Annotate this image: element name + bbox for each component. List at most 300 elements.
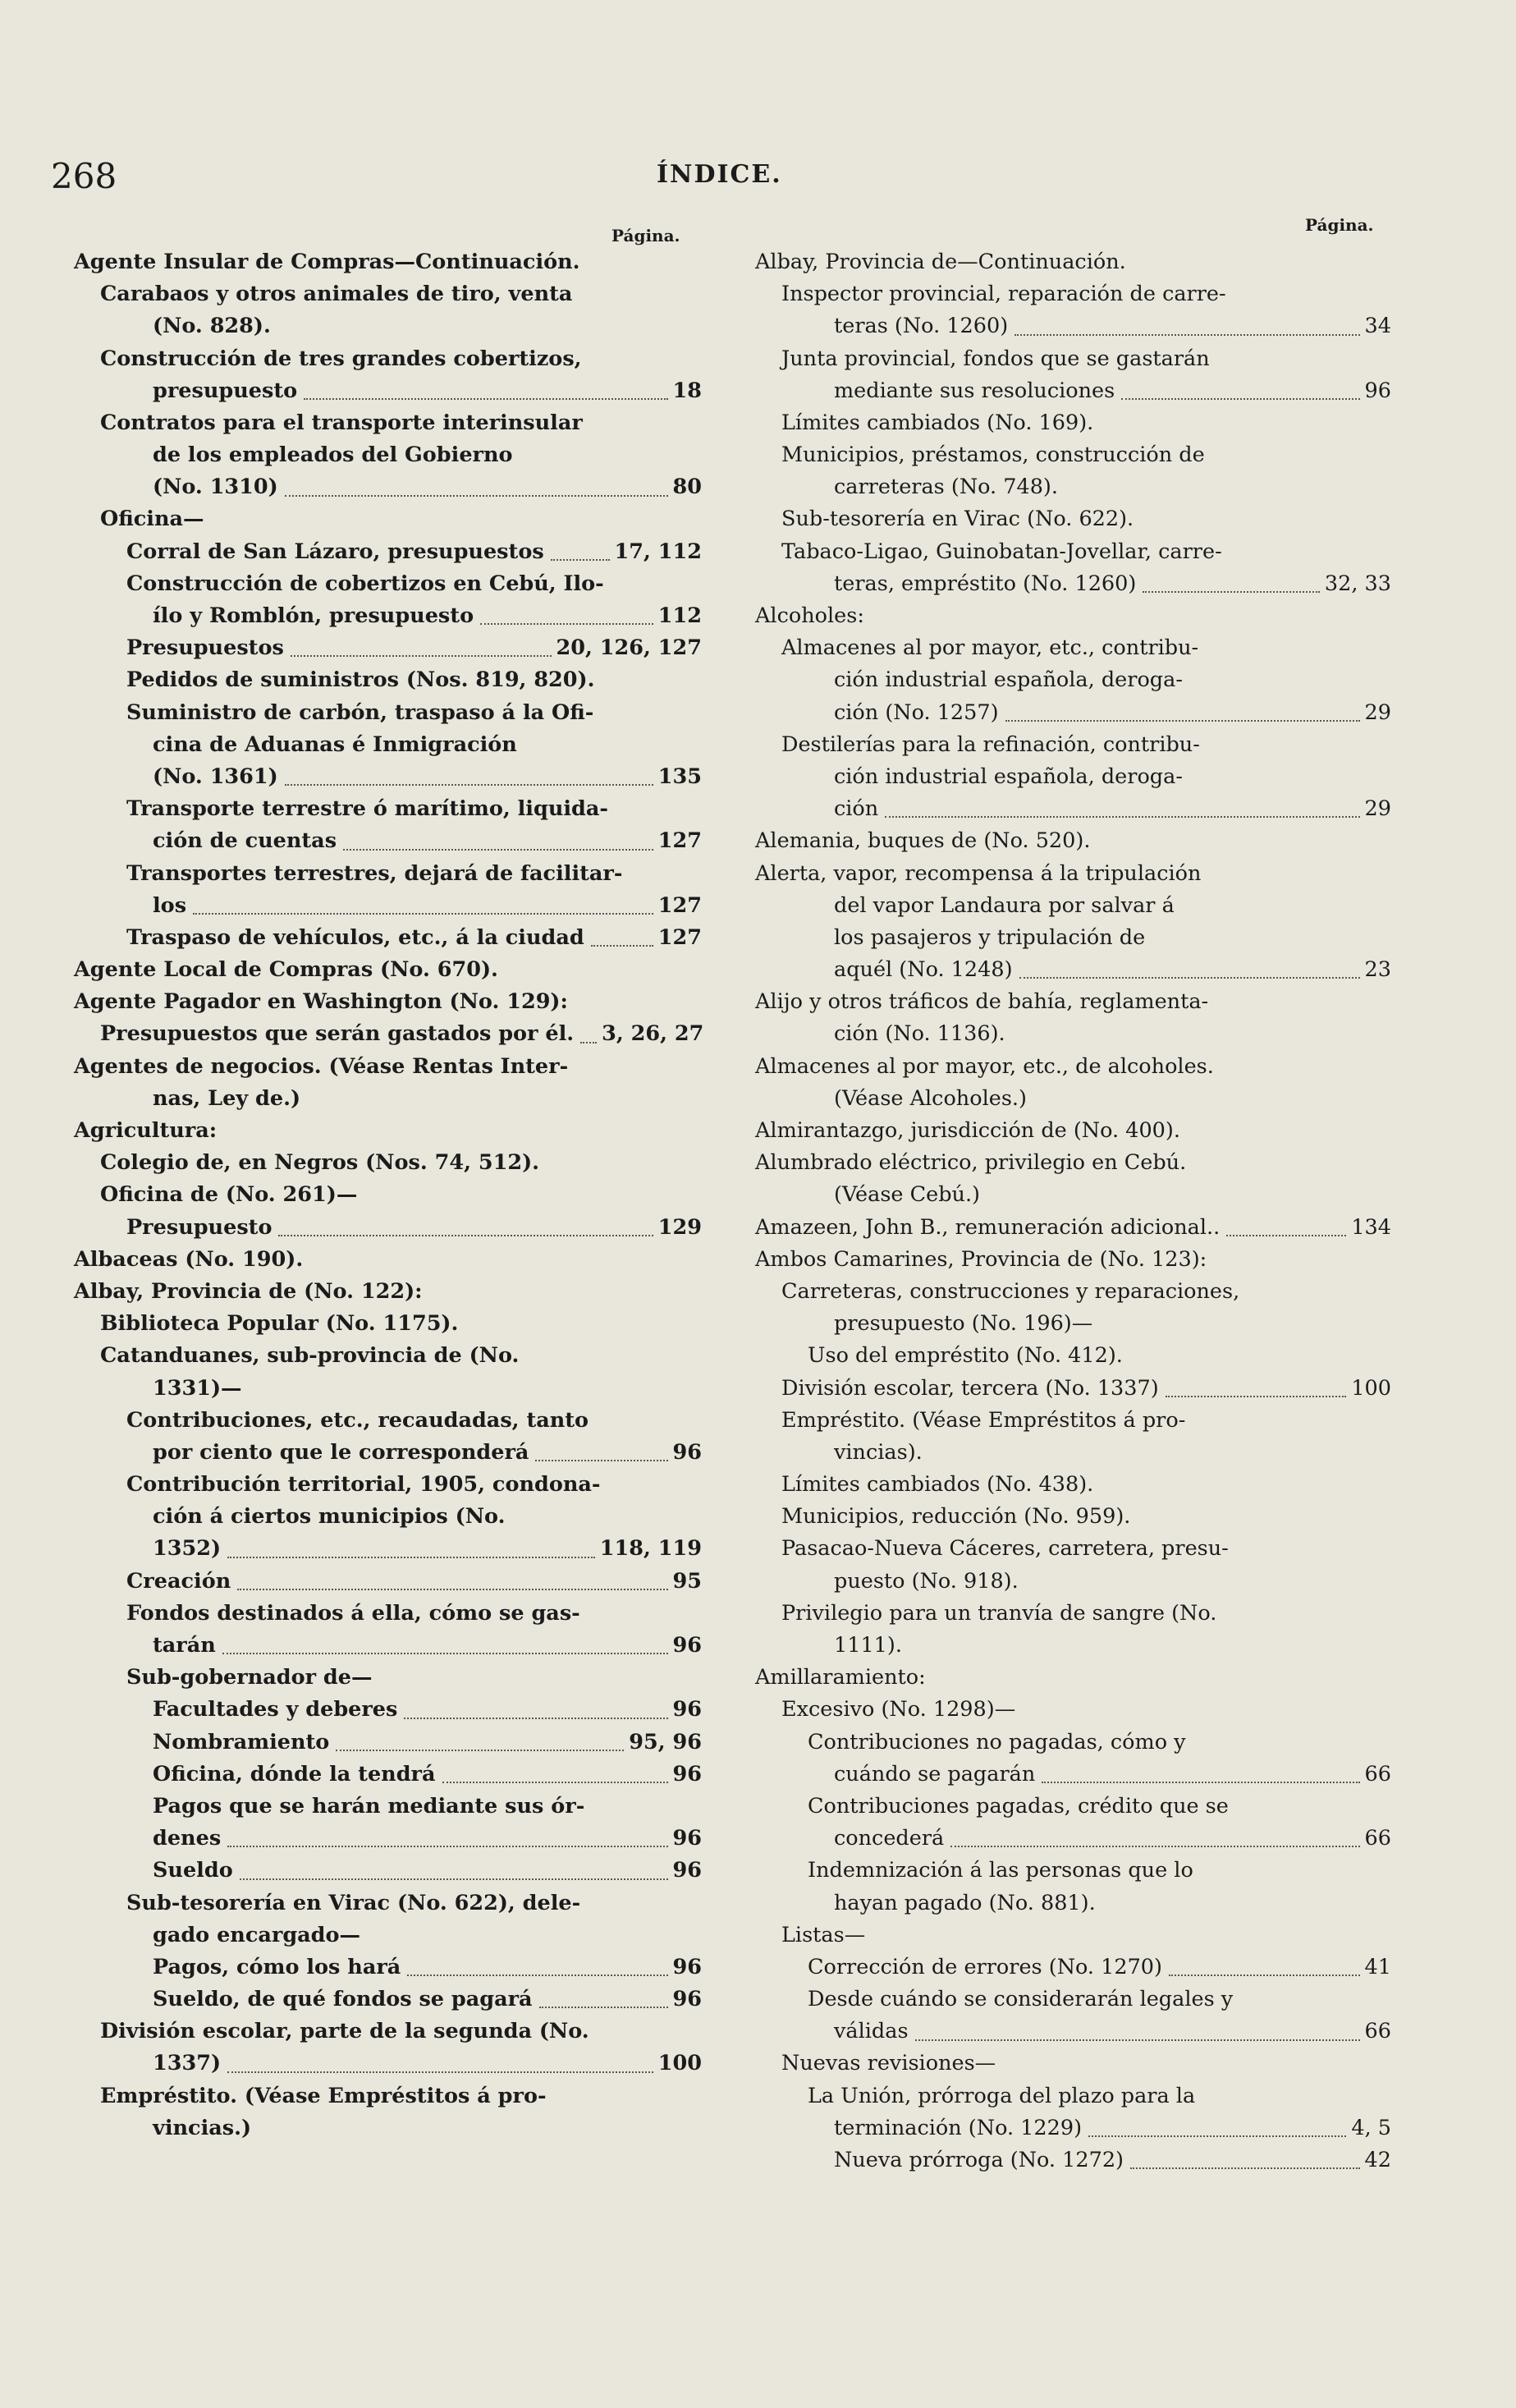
entry-text: ílo y Romblón, presupuesto [153, 603, 474, 629]
entry-text: cuándo se pagarán [834, 1761, 1036, 1787]
index-entry [74, 2016, 702, 2048]
index-entry [755, 922, 1391, 954]
entry-page-ref: 96 [672, 1697, 702, 1722]
entry-text: Presupuesto [126, 1214, 273, 1240]
entry-text: Almacenes al por mayor, etc., de alcoholes. [755, 1053, 1214, 1079]
index-entry [74, 858, 702, 890]
index-entry [74, 1630, 702, 1662]
index-entry [755, 600, 1391, 632]
index-entry [74, 1984, 702, 2016]
index-entry [74, 1469, 702, 1501]
entry-text: ción de cuentas [153, 828, 337, 854]
entry-text: Facultades y deberes [153, 1697, 398, 1722]
entry-page-ref: 127 [657, 892, 702, 918]
entry-text: Municipios, préstamos, construcción de [781, 443, 1205, 468]
index-entry [74, 632, 702, 664]
entry-text: Contribuciones, etc., recaudadas, tanto [126, 1407, 589, 1433]
dot-leader [480, 623, 653, 625]
index-entry [74, 1727, 702, 1759]
index-entry [755, 439, 1391, 471]
dot-leader [1169, 1975, 1360, 1976]
index-entry [755, 1727, 1391, 1759]
entry-text: vincias). [834, 1439, 923, 1465]
dot-leader [304, 398, 667, 400]
entry-text: Pedidos de suministros (Nos. 819, 820). [126, 667, 595, 693]
dot-leader [343, 849, 653, 851]
entry-page-ref: 100 [657, 2051, 702, 2076]
dot-leader [404, 1718, 667, 1719]
index-entry [74, 986, 702, 1018]
index-entry [74, 1437, 702, 1469]
entry-page-ref: 66 [1364, 1761, 1391, 1787]
entry-text: Pasacao-Nueva Cáceres, carretera, presu- [781, 1536, 1229, 1562]
entry-text: presupuesto (No. 196)— [834, 1311, 1093, 1337]
entry-text: La Unión, prórroga del plazo para la [808, 2083, 1196, 2108]
index-entry [74, 1308, 702, 1340]
entry-text: ción industrial española, deroga- [834, 764, 1183, 789]
entry-text: Suministro de carbón, traspaso á la Ofi- [126, 699, 594, 725]
index-entry [755, 1920, 1391, 1952]
index-entry [755, 1566, 1391, 1598]
entry-text: 1111). [834, 1633, 902, 1658]
entry-text: Junta provincial, fondos que se gastarán [781, 346, 1210, 371]
entry-text: vincias.) [153, 2115, 252, 2140]
index-entry [74, 1855, 702, 1887]
entry-text: Transporte terrestre ó marítimo, liquida- [126, 796, 608, 822]
entry-text: Pagos, cómo los hará [153, 1954, 401, 1979]
entry-text: Almirantazgo, jurisdicción de (No. 400). [755, 1118, 1180, 1144]
index-entry [74, 1694, 702, 1726]
entry-text: 1352) [153, 1536, 222, 1562]
entry-text: Transportes terrestres, dejará de facilitar- [126, 860, 623, 886]
entry-text: del vapor Landaura por salvar á [834, 892, 1175, 918]
index-entry [755, 986, 1391, 1018]
index-entry [755, 2080, 1391, 2112]
dot-leader [1088, 2135, 1346, 2137]
entry-text: (Véase Cebú.) [834, 1182, 981, 1208]
index-entry [74, 1920, 702, 1952]
index-entry [755, 471, 1391, 503]
index-entry [74, 1212, 702, 1244]
entry-text: concederá [834, 1826, 945, 1851]
dot-leader [291, 655, 552, 657]
entry-text: de los empleados del Gobierno [153, 443, 513, 468]
index-entry [74, 1340, 702, 1372]
index-entry [755, 343, 1391, 375]
index-entry [74, 1823, 702, 1855]
entry-page-ref: 18 [672, 378, 702, 403]
entry-text: Agricultura: [74, 1118, 218, 1144]
entry-page-ref: 100 [1351, 1375, 1391, 1401]
entry-page-ref: 112 [657, 603, 702, 629]
entry-text: Creación [126, 1568, 231, 1594]
entry-page-ref: 127 [657, 828, 702, 854]
index-entry [755, 1179, 1391, 1211]
index-entry [74, 825, 702, 857]
entry-text: Contribuciones no pagadas, cómo y [808, 1729, 1186, 1754]
index-entry [74, 1244, 702, 1276]
entry-page-ref: 34 [1364, 314, 1391, 339]
entry-text: terminación (No. 1229) [834, 2115, 1083, 2140]
index-entry [755, 246, 1391, 278]
entry-text: Empréstito. (Véase Empréstitos á pro- [781, 1407, 1186, 1433]
entry-text: Nueva prórroga (No. 1272) [834, 2148, 1124, 2173]
entry-text: Fondos destinados á ella, cómo se gas- [126, 1600, 580, 1626]
index-entry [755, 1115, 1391, 1147]
entry-page-ref: 96 [672, 1987, 702, 2012]
page-title: ÍNDICE. [657, 160, 782, 189]
entry-text: Agentes de negocios. (Véase Rentas Inter- [74, 1053, 569, 1079]
index-entry [74, 1791, 702, 1823]
entry-text: Ambos Camarines, Provincia de (No. 123): [755, 1246, 1207, 1272]
index-entry [74, 471, 702, 503]
left-column-heading: Página. [611, 226, 680, 245]
entry-page-ref: 135 [657, 764, 702, 789]
index-entry [755, 1340, 1391, 1372]
dot-leader [336, 1750, 624, 1751]
index-entry [755, 1405, 1391, 1437]
index-entry [74, 1115, 702, 1147]
entry-text: (No. 828). [153, 314, 271, 339]
entry-text: Carabaos y otros animales de tiro, venta [100, 282, 573, 307]
entry-text: Oficina de (No. 261)— [100, 1182, 358, 1208]
entry-text: Agente Insular de Compras—Continuación. [74, 249, 580, 274]
index-entry [755, 1437, 1391, 1469]
index-entry [755, 1501, 1391, 1533]
entry-text: Carreteras, construcciones y reparaciones, [781, 1278, 1240, 1304]
index-entry [755, 1019, 1391, 1051]
entry-text: Almacenes al por mayor, etc., contribu- [781, 635, 1199, 661]
entry-text: Listas— [781, 1922, 866, 1947]
dot-leader [1226, 1235, 1346, 1236]
index-entry [74, 1759, 702, 1791]
index-entry [74, 600, 702, 632]
entry-page-ref: 96 [672, 1858, 702, 1883]
entry-text: Privilegio para un tranvía de sangre (No. [781, 1600, 1217, 1626]
entry-text: por ciento que le corresponderá [153, 1439, 529, 1465]
index-entry [74, 1598, 702, 1630]
entry-page-ref: 96 [672, 1439, 702, 1465]
right-index-column [755, 246, 1391, 2176]
index-entry [74, 954, 702, 986]
entry-text: Oficina, dónde la tendrá [153, 1761, 436, 1787]
entry-text: Nuevas revisiones— [781, 2051, 996, 2076]
index-entry [755, 2112, 1391, 2144]
dot-leader [950, 1846, 1359, 1847]
left-index-column [74, 246, 702, 2144]
entry-text: nas, Ley de.) [153, 1085, 301, 1111]
entry-page-ref: 66 [1364, 1826, 1391, 1851]
index-entry [74, 1566, 702, 1598]
index-entry [755, 2016, 1391, 2048]
index-entry [755, 2048, 1391, 2080]
index-entry [755, 632, 1391, 664]
entry-text: presupuesto [153, 378, 298, 403]
dot-leader [885, 816, 1359, 818]
entry-text: Tabaco-Ligao, Guinobatan-Jovellar, carre- [781, 539, 1222, 564]
index-entry [755, 1823, 1391, 1855]
index-entry [74, 439, 702, 471]
index-entry [74, 697, 702, 729]
entry-page-ref: 95, 96 [629, 1729, 702, 1754]
entry-text: Albay, Provincia de—Continuación. [755, 249, 1126, 274]
entry-page-ref: 96 [1364, 378, 1391, 403]
entry-text: Amillaramiento: [755, 1665, 926, 1690]
entry-text: ción á ciertos municipios (No. [153, 1504, 506, 1530]
entry-text: Presupuestos [126, 635, 284, 661]
dot-leader [535, 1460, 667, 1461]
entry-text: Sub-gobernador de— [126, 1665, 373, 1690]
index-entry [755, 1855, 1391, 1887]
index-entry [74, 2112, 702, 2144]
page-number: 268 [51, 156, 117, 196]
entry-text: Sub-tesorería en Virac (No. 622). [781, 507, 1134, 532]
dot-leader [227, 1557, 595, 1558]
dot-leader [1121, 398, 1359, 400]
index-entry [74, 310, 702, 342]
index-entry [755, 729, 1391, 761]
entry-page-ref: 3, 26, 27 [602, 1021, 704, 1047]
index-entry [755, 1147, 1391, 1179]
entry-text: Albaceas (No. 190). [74, 1246, 304, 1272]
index-entry [755, 504, 1391, 536]
index-entry [755, 1083, 1391, 1115]
entry-text: Albay, Provincia de (No. 122): [74, 1278, 423, 1304]
entry-text: (No. 1310) [153, 475, 278, 500]
dot-leader [227, 2071, 653, 2073]
entry-text: Agente Pagador en Washington (No. 129): [74, 989, 568, 1015]
index-entry [74, 1952, 702, 1984]
index-entry [755, 697, 1391, 729]
index-entry [755, 890, 1391, 922]
index-entry [74, 1405, 702, 1437]
index-entry [74, 1534, 702, 1566]
dot-leader [915, 2039, 1360, 2041]
dot-leader [1005, 720, 1360, 722]
entry-text: teras, empréstito (No. 1260) [834, 571, 1137, 596]
index-entry [755, 1373, 1391, 1405]
index-entry [74, 1887, 702, 1920]
dot-leader [580, 1042, 597, 1043]
index-entry [755, 825, 1391, 857]
entry-page-ref: 80 [672, 475, 702, 500]
entry-text: Amazeen, John B., remuneración adicional.. [755, 1214, 1221, 1240]
entry-text: Alcoholes: [755, 603, 864, 629]
entry-text: Construcción de cobertizos en Cebú, Ilo- [126, 571, 604, 596]
entry-text: hayan pagado (No. 881). [834, 1890, 1096, 1915]
entry-text: Corral de San Lázaro, presupuestos [126, 539, 544, 564]
entry-text: Límites cambiados (No. 169). [781, 410, 1094, 435]
dot-leader [551, 559, 610, 561]
entry-text: (No. 1361) [153, 764, 278, 789]
index-entry [755, 664, 1391, 696]
entry-page-ref: 118, 119 [599, 1536, 702, 1562]
entry-page-ref: 96 [672, 1633, 702, 1658]
index-entry [74, 568, 702, 600]
index-entry [755, 1630, 1391, 1662]
index-entry [74, 536, 702, 568]
entry-text: Construcción de tres grandes cobertizos, [100, 346, 582, 371]
index-entry [74, 278, 702, 310]
entry-text: Contratos para el transporte interinsular [100, 410, 583, 435]
dot-leader [1166, 1396, 1347, 1397]
index-entry [755, 1212, 1391, 1244]
index-entry [755, 1662, 1391, 1694]
entry-text: Nombramiento [153, 1729, 330, 1754]
index-entry [74, 1662, 702, 1694]
dot-leader [407, 1975, 667, 1976]
entry-page-ref: 127 [657, 924, 702, 950]
index-entry [755, 536, 1391, 568]
entry-text: ción [834, 796, 879, 822]
index-entry [74, 890, 702, 922]
index-entry [74, 729, 702, 761]
index-entry [755, 2144, 1391, 2176]
entry-text: Contribuciones pagadas, crédito que se [808, 1793, 1229, 1819]
entry-page-ref: 41 [1364, 1954, 1391, 1979]
entry-text: Agente Local de Compras (No. 670). [74, 957, 498, 983]
index-entry [74, 1179, 702, 1211]
index-entry [74, 1501, 702, 1533]
entry-text: gado encargado— [153, 1922, 361, 1947]
entry-text: Pagos que se harán mediante sus ór- [153, 1793, 585, 1819]
index-entry [755, 761, 1391, 793]
index-entry [74, 664, 702, 696]
entry-text: válidas [834, 2019, 909, 2044]
index-entry [755, 568, 1391, 600]
entry-page-ref: 29 [1364, 796, 1391, 822]
entry-text: denes [153, 1826, 222, 1851]
index-entry [74, 343, 702, 375]
index-entry [755, 1952, 1391, 1984]
entry-text: Catanduanes, sub-provincia de (No. [100, 1343, 520, 1369]
index-entry [755, 1534, 1391, 1566]
dot-leader [1143, 591, 1320, 593]
dot-leader [1014, 334, 1359, 336]
index-entry [74, 246, 702, 278]
entry-text: Colegio de, en Negros (Nos. 74, 512). [100, 1150, 540, 1176]
index-entry [755, 1791, 1391, 1823]
index-entry [74, 2048, 702, 2080]
entry-text: Sueldo, de qué fondos se pagará [153, 1987, 533, 2012]
index-entry [755, 278, 1391, 310]
entry-text: Indemnización á las personas que lo [808, 1858, 1193, 1883]
index-entry [755, 1469, 1391, 1501]
entry-text: Oficina— [100, 507, 204, 532]
entry-text: Presupuestos que serán gastados por él. [100, 1021, 575, 1047]
entry-text: Sueldo [153, 1858, 233, 1883]
index-entry [755, 954, 1391, 986]
entry-text: Biblioteca Popular (No. 1175). [100, 1311, 459, 1337]
entry-page-ref: 66 [1364, 2019, 1391, 2044]
entry-text: Traspaso de vehículos, etc., á la ciudad [126, 924, 584, 950]
index-entry [755, 1759, 1391, 1791]
index-entry [755, 1984, 1391, 2016]
index-entry [74, 922, 702, 954]
entry-text: Empréstito. (Véase Empréstitos á pro- [100, 2083, 547, 2108]
entry-text: los [153, 892, 187, 918]
entry-page-ref: 29 [1364, 699, 1391, 725]
index-entry [755, 1598, 1391, 1630]
entry-page-ref: 20, 126, 127 [556, 635, 702, 661]
entry-text: cina de Aduanas é Inmigración [153, 732, 517, 757]
index-entry [755, 1887, 1391, 1920]
entry-text: Alemania, buques de (No. 520). [755, 828, 1091, 854]
entry-text: Uso del empréstito (No. 412). [808, 1343, 1123, 1369]
entry-page-ref: 95 [672, 1568, 702, 1594]
index-entry [755, 1051, 1391, 1083]
index-entry [755, 407, 1391, 439]
entry-text: 1337) [153, 2051, 222, 2076]
entry-page-ref: 96 [672, 1826, 702, 1851]
entry-text: Alumbrado eléctrico, privilegio en Cebú. [755, 1150, 1187, 1176]
index-entry [74, 1276, 702, 1308]
index-entry [74, 407, 702, 439]
right-column-heading: Página. [1305, 215, 1374, 235]
index-entry [755, 1308, 1391, 1340]
index-entry [74, 504, 702, 536]
entry-page-ref: 96 [672, 1954, 702, 1979]
entry-text: ción (No. 1136). [834, 1021, 1005, 1047]
dot-leader [1019, 977, 1360, 979]
entry-text: ción industrial española, deroga- [834, 667, 1183, 693]
index-entry [755, 858, 1391, 890]
dot-leader [1130, 2167, 1360, 2169]
dot-leader [285, 495, 668, 497]
dot-leader [240, 1878, 668, 1880]
index-entry [74, 2080, 702, 2112]
entry-page-ref: 4, 5 [1351, 2115, 1391, 2140]
index-entry [74, 1147, 702, 1179]
entry-text: ción (No. 1257) [834, 699, 999, 725]
entry-text: (Véase Alcoholes.) [834, 1085, 1027, 1111]
entry-text: Límites cambiados (No. 438). [781, 1472, 1094, 1498]
entry-text: puesto (No. 918). [834, 1568, 1019, 1594]
entry-text: Municipios, reducción (No. 959). [781, 1504, 1131, 1530]
entry-text: tarán [153, 1633, 216, 1658]
index-entry [74, 1019, 702, 1051]
index-entry [755, 1694, 1391, 1726]
entry-text: Desde cuándo se considerarán legales y [808, 1987, 1234, 2012]
index-entry [74, 1083, 702, 1115]
entry-text: 1331)— [153, 1375, 242, 1401]
index-entry [755, 793, 1391, 825]
index-entry [755, 310, 1391, 342]
entry-page-ref: 96 [672, 1761, 702, 1787]
dot-leader [193, 913, 653, 915]
entry-page-ref: 42 [1364, 2148, 1391, 2173]
entry-text: Alerta, vapor, recompensa á la tripulación [755, 860, 1202, 886]
entry-text: División escolar, tercera (No. 1337) [781, 1375, 1159, 1401]
entry-page-ref: 23 [1364, 957, 1391, 983]
dot-leader [442, 1782, 668, 1783]
entry-text: Contribución territorial, 1905, condona- [126, 1472, 601, 1498]
index-entry [755, 1276, 1391, 1308]
index-entry [74, 761, 702, 793]
index-entry [74, 1373, 702, 1405]
entry-text: Alijo y otros tráficos de bahía, reglamenta- [755, 989, 1209, 1015]
dot-leader [237, 1589, 667, 1590]
entry-text: Excesivo (No. 1298)— [781, 1697, 1016, 1722]
entry-text: aquél (No. 1248) [834, 957, 1013, 983]
dot-leader [591, 945, 653, 947]
entry-text: carreteras (No. 748). [834, 475, 1058, 500]
entry-text: Inspector provincial, reparación de carre- [781, 282, 1226, 307]
dot-leader [227, 1846, 667, 1847]
entry-page-ref: 17, 112 [614, 539, 702, 564]
entry-text: los pasajeros y tripulación de [834, 924, 1146, 950]
dot-leader [1042, 1782, 1359, 1783]
